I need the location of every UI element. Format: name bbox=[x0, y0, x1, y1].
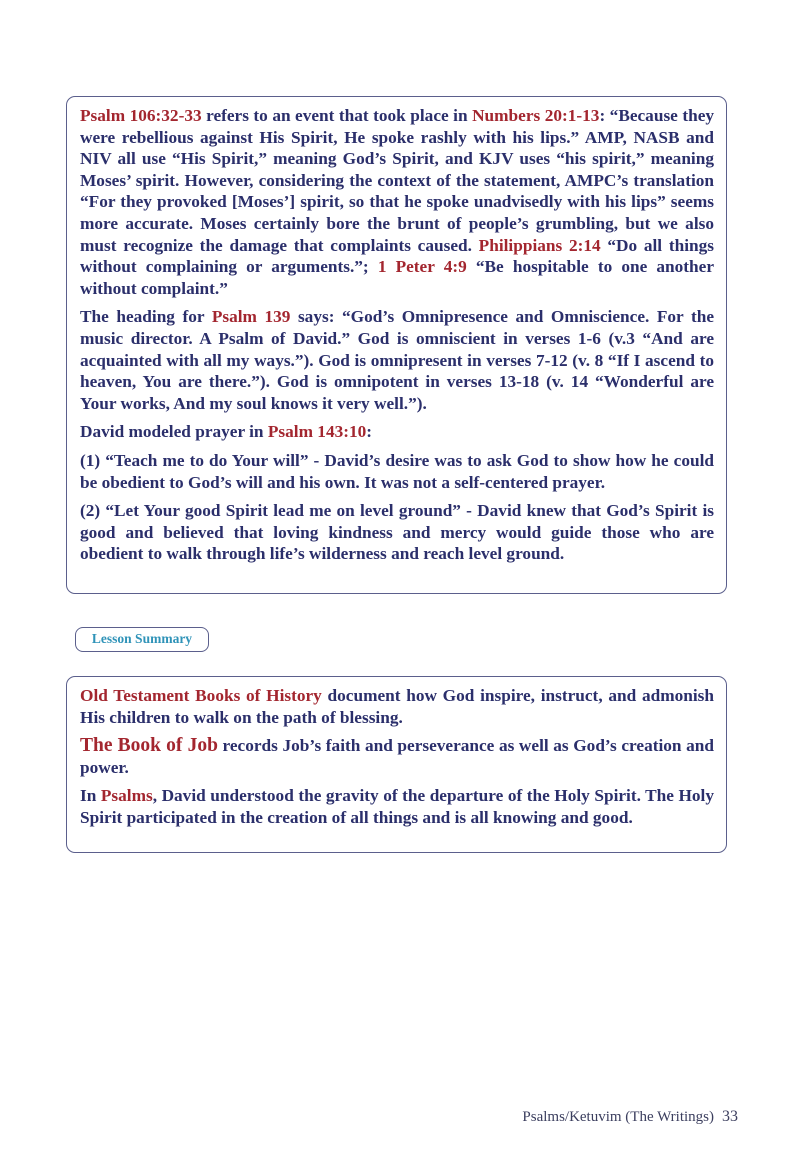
summary-book-of-job bbox=[80, 735, 714, 778]
text: records Job’s faith and perseverance as well as God’s creation and power. bbox=[80, 736, 714, 777]
text: The heading for bbox=[80, 307, 212, 327]
summary-psalms bbox=[80, 785, 714, 828]
paragraph-prayer-point-1: (1) “Teach me to do Your will” - David’s desire was to ask God to show how he could be obedient to God’s will and his own. It was not a self-centered prayer. bbox=[80, 450, 714, 492]
lesson-summary-label: Lesson Summary bbox=[75, 627, 209, 652]
paragraph-prayer-point-2: (2) “Let Your good Spirit lead me on level ground” - David knew that God’s Spirit is good and believed that loving kindness and mercy would guide those who are obedient to walk through life’s wilderness and reach level ground. bbox=[80, 501, 714, 564]
text: says: “God’s Omnipresence and Omniscience. For the music director. A Psalm of David.” God is omniscient in verses 1-6 (v.3 “And are acquainted with all my ways.”). God is omnipresent in verses 7-12 (v. 8 “If I ascend to heaven, You are there.”). God is omnipotent in verses 13-18 (v. 14 “Wonderful are Your works, And my soul knows it very well.”). bbox=[80, 307, 714, 413]
scripture-ref: Philippians 2:14 bbox=[478, 235, 601, 255]
page-number: 33 bbox=[722, 1108, 738, 1125]
lesson-summary-box bbox=[66, 676, 727, 853]
paragraph-psalm-143-intro bbox=[80, 421, 714, 443]
summary-history-books bbox=[80, 685, 714, 728]
text: : bbox=[366, 422, 373, 442]
scripture-ref: Psalm 106:32-33 bbox=[80, 106, 202, 125]
text: refers to an event that took place in bbox=[201, 106, 473, 125]
scripture-ref: Psalms bbox=[100, 786, 153, 806]
scripture-ref: Numbers 20:1-13 bbox=[472, 106, 600, 125]
page-footer bbox=[522, 1108, 738, 1126]
text: document how God inspire, instruct, and admonish His children to walk on the path of blessing. bbox=[80, 686, 714, 727]
paragraph-psalm-139 bbox=[80, 306, 714, 414]
text: “Be hospitable to one another without complaint.” bbox=[80, 257, 714, 298]
scripture-ref: Old Testament Books of History bbox=[80, 686, 322, 705]
paragraph-psalm-106 bbox=[80, 105, 714, 299]
scripture-ref: The Book of Job bbox=[80, 735, 218, 757]
text: David modeled prayer in bbox=[80, 422, 268, 442]
scripture-ref: Psalm 143:10 bbox=[267, 422, 367, 442]
notes-box bbox=[66, 96, 727, 594]
running-header: Psalms/Ketuvim (The Writings) bbox=[522, 1109, 714, 1125]
text: “Do all things without complaining or arguments.”; bbox=[80, 235, 714, 277]
text: In bbox=[80, 786, 101, 806]
text: : “Because they were rebellious against His Spirit, He spoke rashly with his lips.” AMP, NASB and NIV all use “His Spirit,” meaning God’s Spirit, and KJV uses “his spirit,” meaning Moses’ spirit. However, considering the context of the statement, AMPC’s translation “For they provoked [Moses’] spirit, so that he spoke unadvisedly with his lips” seems more accurate. Moses certainly bore the brunt of people’s grumbling, but we also must recognize the damage that complaints caused. bbox=[80, 106, 714, 255]
scripture-ref: 1 Peter 4:9 bbox=[377, 257, 467, 277]
text: , David understood the gravity of the departure of the Holy Spirit. The Holy Spirit participated in the creation of all things and is all knowing and good. bbox=[80, 786, 714, 827]
scripture-ref: Psalm 139 bbox=[211, 307, 291, 327]
